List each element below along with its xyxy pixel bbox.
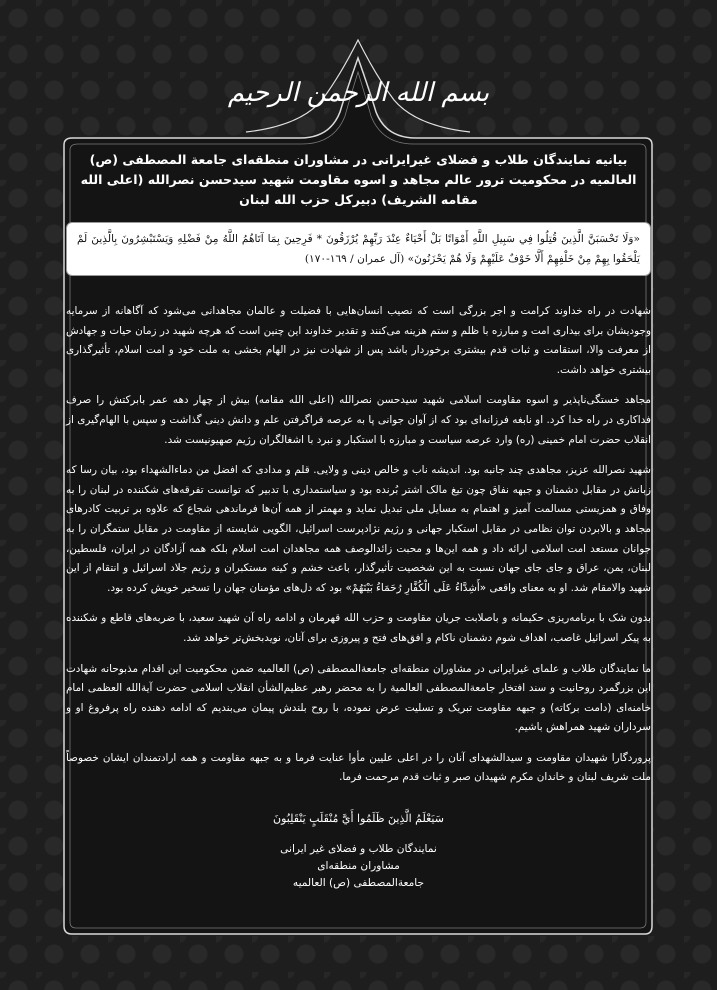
signature-line: نمایندگان طلاب و فضلای غیر ایرانی xyxy=(280,843,437,856)
statement-body xyxy=(66,150,651,892)
paragraph: مجاهد خستگی‌ناپذیر و اسوه مقاومت اسلامی شهید سیدحسن نصرالله (اعلی الله مقامه) بیش از چهار دهه عمر بابرکتش را صرف فداکاری در راه خدا کرد. او نابغه فرزانه‌ای بود که از آوان جوانی پا به عرصه فراگرفتن علم و دانش دینی گذاشت و سپس با الهام‌گیری از انقلاب حضرت امام خمینی (ره) وارد عرصه سیاست و مبارزه با استکبار و نبرد با اشغالگران رژیم صهیونیست شد. xyxy=(66,394,651,446)
closing-verse: سَيَعْلَمُ الَّذِينَ ظَلَمُوا أَيَّ مُنْقَلَبٍ يَنْقَلِبُونَ xyxy=(273,812,444,826)
page-title: بیانیه نمایندگان طلاب و فضلای غیرایرانی در مشاوران منطقه‌ای جامعة المصطفی (ص) العالمیه در محکومیت ترور عالم مجاهد و اسوه مقاومت شهید سیدحسن نصرالله (اعلی الله مقامه الشریف) دبیرکل حزب الله لبنان xyxy=(80,152,637,207)
signature-line: مشاوران منطقه‌ای xyxy=(317,860,400,873)
paragraph: شهید نصرالله عزیز، مجاهدی چند جانبه بود. اندیشه ناب و خالص دینی و ولایی. قلم و مدادی که افضل من دماءالشهداء بود، بیان رسا که زبانش در مقابل دشمنان و جبهه نفاق چون تیغ مالک اشتر بُرنده بود و سیاستمداری با تدبیر که توانست تفرقه‌های شکننده در لبنان را به وفاق و همزیستی مسالمت آمیز و اهتمام به مسایل ملی تبدیل نماید و مهمتر از همه آن‌ها فرماندهی شجاع که علاوه بر تربیت کادرهای مجاهد و بالابردن توان نظامی در مقابل استکبار جهانی و رژیم نژادپرست اسرائیل، الگویی شایسته از مقاومت در مقابل ستمگران را به جوانان مستعد امت اسلامی ارائه داد و همه این‌ها و محبت زائدالوصف همه مجاهدان امت اسلام بلکه همه آزادگان در ایران، فلسطین، لبنان، یمن، عراق و جای جای جهان نسبت به این شخصیت تأثیرگذار، باعث خشم و کینه مستکبران و رژیم جلاد اسرائیل و انتقام از این شهید والامقام شد. او به معنای واقعی «أَشِدَّاءُ عَلَى الْكُفَّارِ رُحَمَاءُ بَيْنَهُمْ» بود که دل‌های مؤمنان جهان را تسخیر خویش کرده بود. xyxy=(66,464,651,594)
quran-verse-box: «وَلَا تَحْسَبَنَّ الَّذِينَ قُتِلُوا فِي سَبِيلِ اللَّهِ أَمْوَاتًا بَلْ أَحْيَاءٌ عِنْدَ رَبِّهِمْ يُرْزَقُونَ * فَرِحِينَ بِمَا آتَاهُمُ اللَّهُ مِنْ فَضْلِهِ وَيَسْتَبْشِرُونَ بِالَّذِينَ لَمْ يَلْحَقُوا بِهِمْ مِنْ خَلْفِهِمْ أَلَّا خَوْفٌ عَلَيْهِمْ وَلَا هُمْ يَحْزَنُونَ» (آل عمران / ١٦٩-١٧٠) xyxy=(66,222,651,276)
bismillah-calligraphy: بسم الله الرحمن الرحیم xyxy=(227,78,490,108)
paragraph: پروردگارا شهیدان مقاومت و سیدالشهدای آنان را در اعلی علیین مأوا عنایت فرما و به جبهه مقاومت و همه ارادتمندان ایشان خصوصاً ملت شریف لبنان و خاندان مکرم شهیدان صبر و ثبات قدم مرحمت فرما. xyxy=(66,751,651,784)
signature-block xyxy=(66,841,651,892)
paragraph: شهادت در راه خداوند کرامت و اجر بزرگی است که نصیب انسان‌هایی با فضیلت و عالمان مجاهدانی می‌شود که آگاهانه از سرمایه وجودیشان برای بیداری امت و مبارزه با ظلم و ستم هزینه می‌کنند و تقدیر خداوند این چنین است که هرچه شهید در زمان حیات و جهادش از معرفت والا، استقامت و ثبات قدم بیشتری برخوردار باشد پس از شهادت نیز در الهام بخشی به ملت خود و امت اسلام، تأثیرگذاری بیشتری خواهد داشت. xyxy=(66,305,651,376)
paragraph: بدون شک با برنامه‌ریزی حکیمانه و باصلابت جریان مقاومت و حزب الله قهرمان و ادامه راه آن شهید سعید، با ضربه‌های قاطع و شکننده به پیکر اسرائیل غاصب، اهداف شوم دشمنان ناکام و افق‌های فتح و پیروزی برای آنان، نویدبخش‌تر خواهد شد. xyxy=(66,612,651,644)
signature-line: جامعة‌المصطفی (ص) العالمیه xyxy=(292,877,425,890)
paragraph: ما نمایندگان طلاب و علمای غیرایرانی در مشاوران منطقه‌ای جامعةالمصطفی (ص) العالمیه ضمن محکومیت این اقدام مذبوحانه شهادت این بزرگمرد روحانیت و سند افتخار جامعةالمصطفی العالمیة را به محضر رهبر عظیم‌الشأن انقلاب اسلامی حضرت آیةالله العظمی امام خامنه‌ای (دامت برکاته) و جبهه مقاومت تبریک و تسلیت عرض نموده، با روح بلندش پیمان می‌بندیم که ادامه دهنده راه پرفروغ او و سرداران شهید همراهش باشیم. xyxy=(66,662,651,734)
